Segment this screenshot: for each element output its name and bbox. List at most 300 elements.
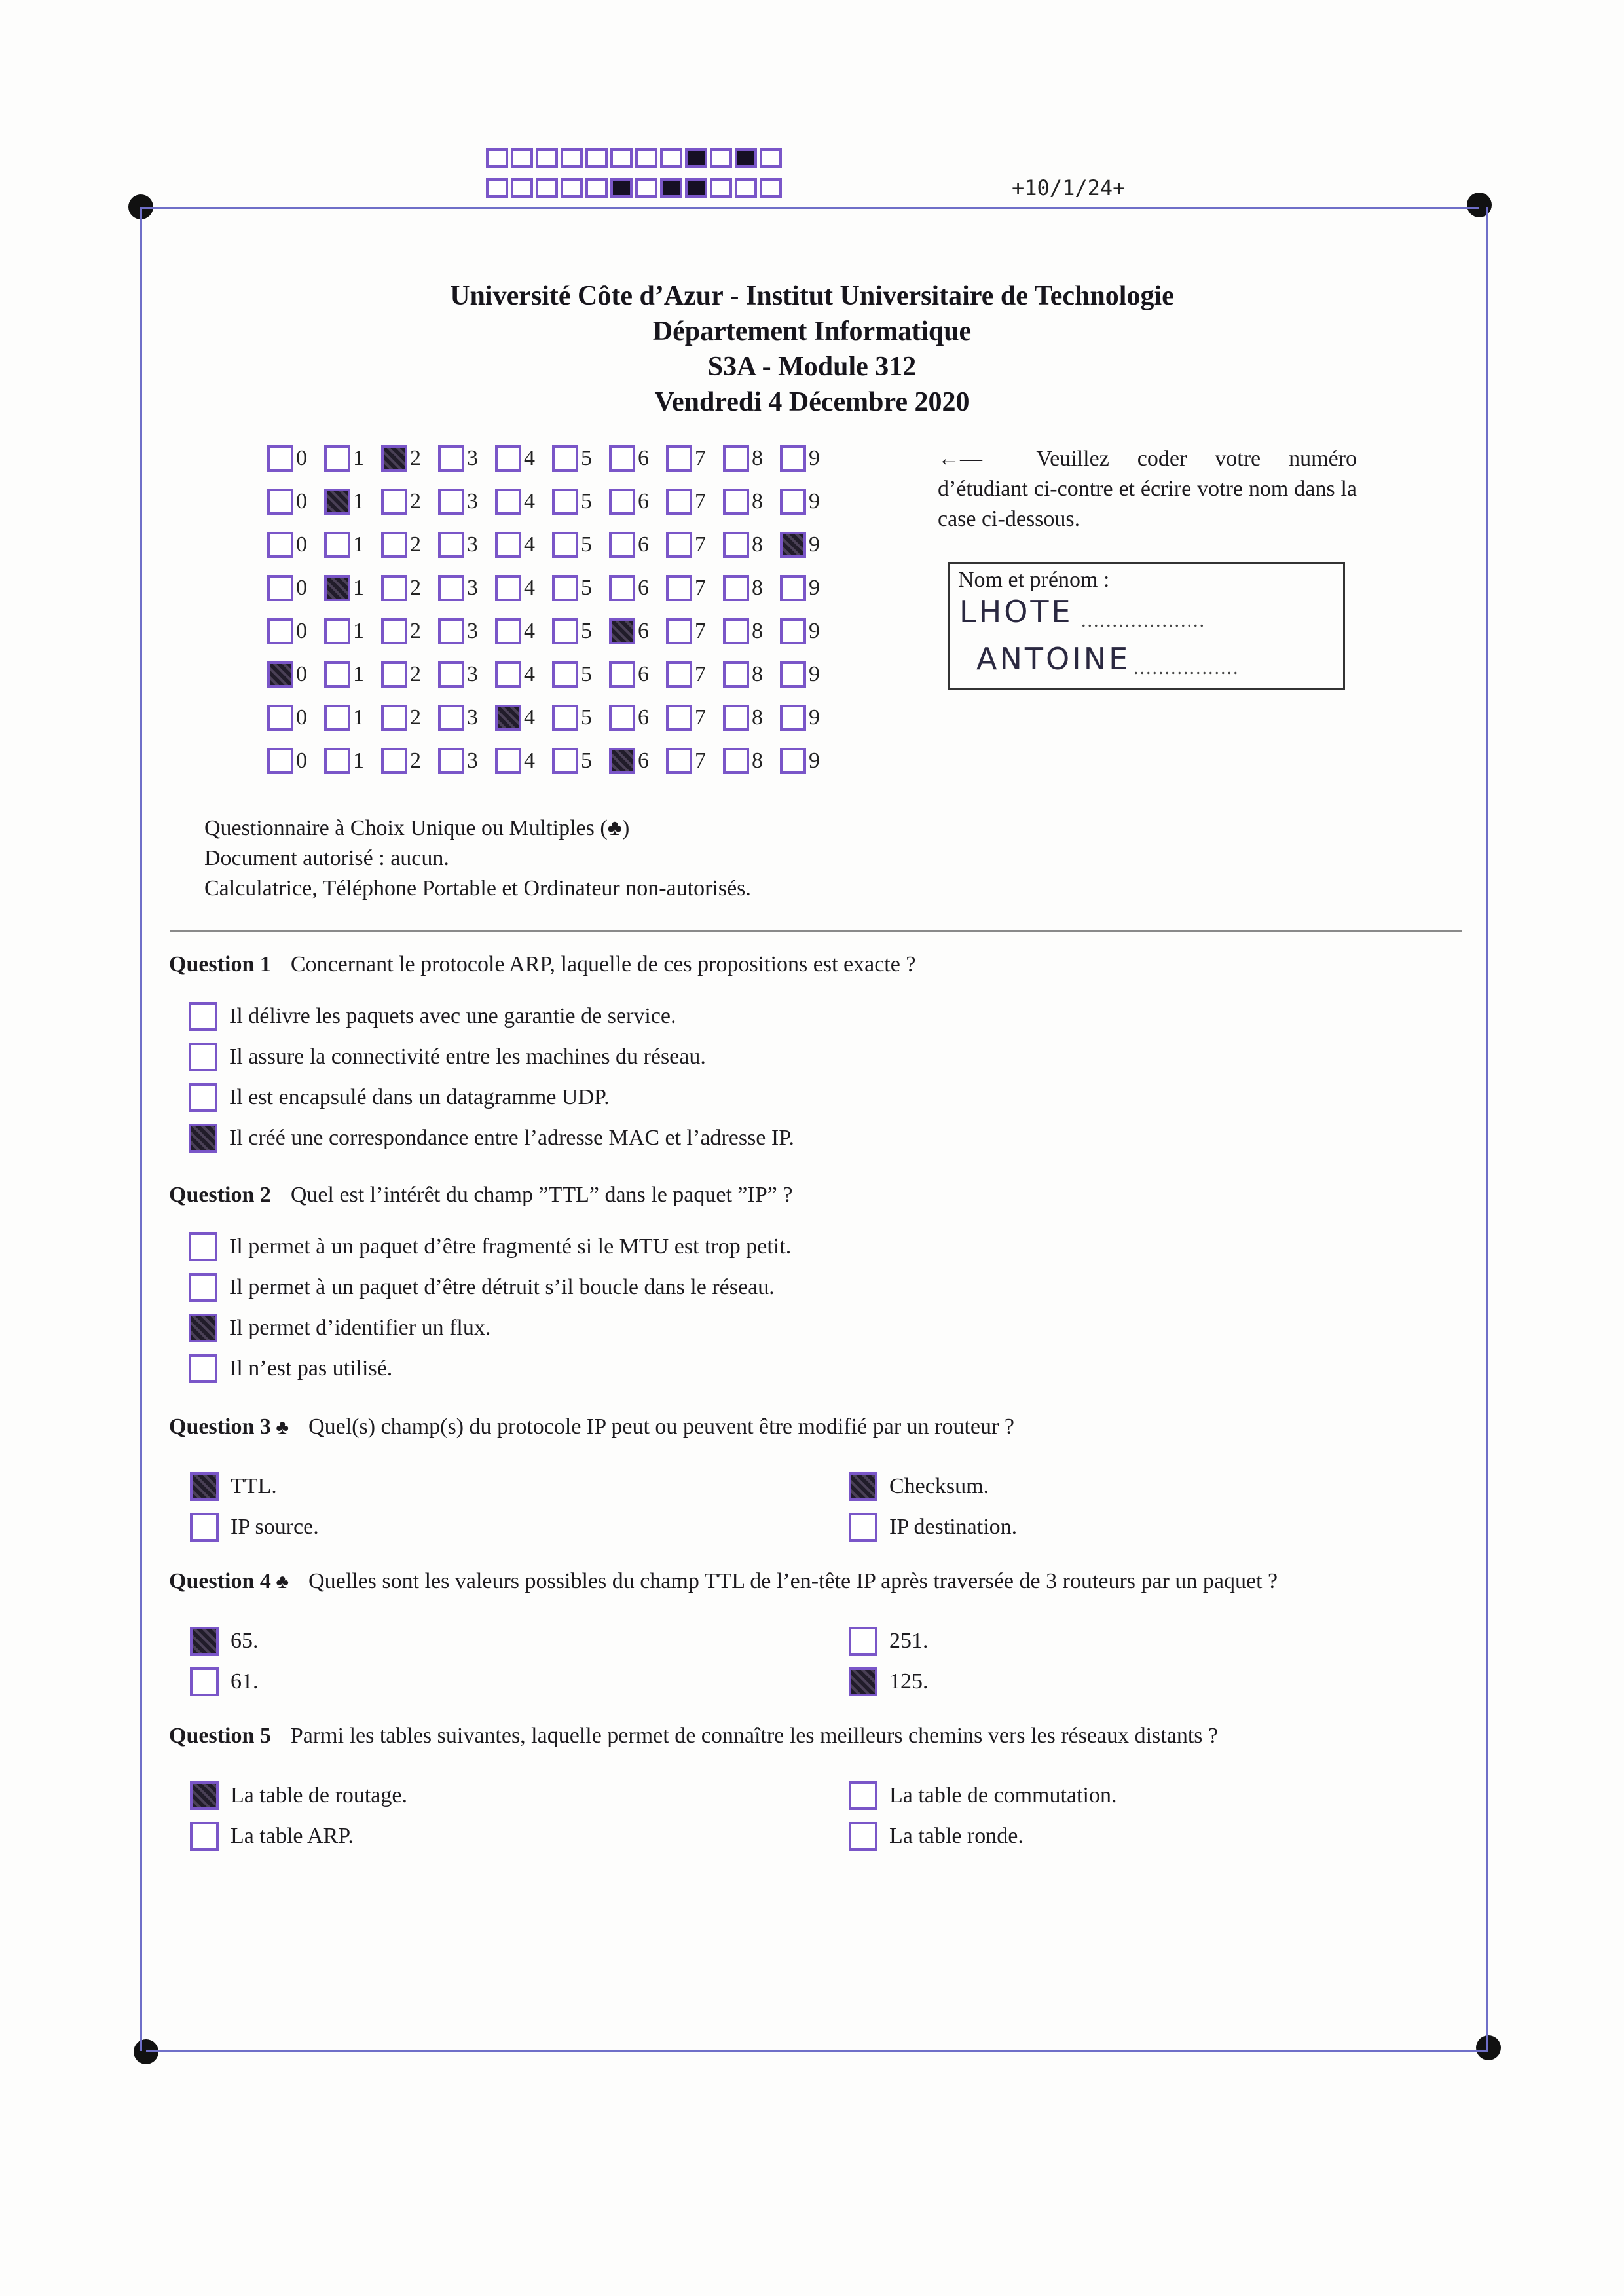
answer-text: Checksum. bbox=[889, 1474, 989, 1498]
digit-checkbox[interactable] bbox=[723, 445, 749, 472]
digit-checkbox[interactable] bbox=[552, 618, 578, 644]
binary-code-cell bbox=[660, 178, 682, 198]
digit-label: 5 bbox=[581, 619, 592, 643]
digit-option[interactable] bbox=[552, 489, 609, 515]
digit-label: 3 bbox=[467, 749, 478, 773]
answer-checkbox[interactable] bbox=[190, 1781, 219, 1810]
digit-option[interactable] bbox=[438, 661, 495, 688]
digit-option[interactable] bbox=[324, 661, 381, 688]
digit-label: 8 bbox=[752, 576, 763, 600]
digit-option[interactable] bbox=[267, 575, 324, 601]
digit-checkbox[interactable] bbox=[666, 748, 692, 774]
digit-option[interactable] bbox=[438, 748, 495, 774]
digit-label: 4 bbox=[524, 532, 535, 557]
answer-checkbox[interactable] bbox=[849, 1667, 877, 1696]
answer-option[interactable] bbox=[189, 1354, 392, 1383]
digit-option[interactable] bbox=[723, 618, 780, 644]
digit-checkbox[interactable] bbox=[552, 661, 578, 688]
answer-checkbox[interactable] bbox=[190, 1822, 219, 1851]
frame-left bbox=[140, 207, 142, 2051]
digit-checkbox[interactable] bbox=[324, 661, 350, 688]
digit-label: 1 bbox=[353, 489, 364, 513]
answer-option[interactable] bbox=[189, 1002, 676, 1031]
digit-option[interactable] bbox=[552, 705, 609, 731]
digit-checkbox[interactable] bbox=[666, 618, 692, 644]
digit-label: 5 bbox=[581, 576, 592, 600]
digit-option[interactable] bbox=[267, 618, 324, 644]
digit-option[interactable] bbox=[495, 618, 552, 644]
binary-code-cell bbox=[585, 148, 608, 168]
answer-checkbox[interactable] bbox=[190, 1513, 219, 1542]
digit-option[interactable] bbox=[552, 575, 609, 601]
answer-text: 125. bbox=[889, 1669, 929, 1694]
answer-option[interactable] bbox=[190, 1822, 354, 1851]
digit-checkbox[interactable] bbox=[723, 705, 749, 731]
answer-option[interactable] bbox=[189, 1083, 610, 1112]
arrow-left-icon: ←— bbox=[938, 447, 982, 471]
answer-text: 251. bbox=[889, 1629, 929, 1653]
digit-option[interactable] bbox=[495, 532, 552, 558]
answer-checkbox[interactable] bbox=[190, 1627, 219, 1656]
digit-checkbox[interactable] bbox=[780, 445, 806, 472]
digit-option[interactable] bbox=[495, 705, 552, 731]
digit-option[interactable] bbox=[324, 575, 381, 601]
digit-checkbox[interactable] bbox=[780, 748, 806, 774]
digit-option[interactable] bbox=[438, 618, 495, 644]
digit-option[interactable] bbox=[666, 661, 723, 688]
digit-checkbox[interactable] bbox=[438, 618, 464, 644]
answer-checkbox[interactable] bbox=[849, 1627, 877, 1656]
question-label: Question 3 ♣ bbox=[169, 1415, 289, 1439]
digit-checkbox[interactable] bbox=[552, 445, 578, 472]
binary-code-cell bbox=[511, 178, 533, 198]
digit-option[interactable] bbox=[609, 705, 666, 731]
digit-option[interactable] bbox=[723, 575, 780, 601]
digit-option[interactable] bbox=[324, 705, 381, 731]
digit-checkbox[interactable] bbox=[723, 575, 749, 601]
digit-checkbox[interactable] bbox=[666, 445, 692, 472]
answer-checkbox[interactable] bbox=[849, 1822, 877, 1851]
answer-text: TTL. bbox=[231, 1474, 277, 1498]
binary-code-cell bbox=[561, 148, 583, 168]
digit-label: 8 bbox=[752, 662, 763, 686]
digit-label: 1 bbox=[353, 619, 364, 643]
digit-checkbox[interactable] bbox=[438, 532, 464, 558]
digit-option[interactable] bbox=[267, 489, 324, 515]
digit-checkbox[interactable] bbox=[438, 705, 464, 731]
digit-label: 9 bbox=[809, 446, 820, 470]
digit-option[interactable] bbox=[609, 748, 666, 774]
binary-code-cell bbox=[635, 178, 657, 198]
digit-option[interactable] bbox=[267, 748, 324, 774]
question-text: Concernant le protocole ARP, laquelle de ces propositions est exacte ? bbox=[290, 952, 916, 976]
digit-option[interactable] bbox=[666, 489, 723, 515]
digit-checkbox[interactable] bbox=[609, 705, 635, 731]
digit-label: 2 bbox=[410, 489, 421, 513]
digit-option[interactable] bbox=[438, 532, 495, 558]
digit-label: 1 bbox=[353, 749, 364, 773]
digit-option[interactable] bbox=[666, 618, 723, 644]
digit-option[interactable] bbox=[381, 705, 438, 731]
digit-option[interactable] bbox=[780, 445, 837, 472]
digit-label: 3 bbox=[467, 619, 478, 643]
digit-option[interactable] bbox=[495, 445, 552, 472]
digit-option[interactable] bbox=[381, 489, 438, 515]
student-number-row bbox=[267, 748, 837, 774]
digit-checkbox[interactable] bbox=[267, 748, 293, 774]
digit-option[interactable] bbox=[324, 445, 381, 472]
digit-option[interactable] bbox=[438, 705, 495, 731]
answer-checkbox[interactable] bbox=[190, 1667, 219, 1696]
digit-checkbox[interactable] bbox=[780, 575, 806, 601]
binary-code-cell bbox=[536, 178, 558, 198]
answer-checkbox[interactable] bbox=[189, 1354, 217, 1383]
digit-option[interactable] bbox=[609, 575, 666, 601]
answer-option[interactable] bbox=[849, 1781, 1116, 1810]
digit-checkbox[interactable] bbox=[495, 661, 521, 688]
question-text: Quel(s) champ(s) du protocole IP peut ou peuvent être modifié par un routeur ? bbox=[308, 1415, 1014, 1439]
answer-text: La table de routage. bbox=[231, 1783, 407, 1807]
digit-label: 9 bbox=[809, 662, 820, 686]
digit-checkbox[interactable] bbox=[552, 489, 578, 515]
digit-checkbox[interactable] bbox=[609, 489, 635, 515]
digit-checkbox[interactable] bbox=[495, 575, 521, 601]
answer-text: 65. bbox=[231, 1629, 259, 1653]
answer-text: Il délivre les paquets avec une garantie de service. bbox=[229, 1004, 676, 1028]
answer-text: La table ARP. bbox=[231, 1824, 354, 1848]
answer-option[interactable] bbox=[190, 1513, 319, 1542]
digit-option[interactable] bbox=[267, 705, 324, 731]
digit-checkbox[interactable] bbox=[495, 748, 521, 774]
digit-label: 2 bbox=[410, 576, 421, 600]
digit-label: 8 bbox=[752, 532, 763, 557]
digit-checkbox[interactable] bbox=[666, 489, 692, 515]
digit-label: 9 bbox=[809, 489, 820, 513]
digit-checkbox[interactable] bbox=[381, 489, 407, 515]
exam-info-line-3: Calculatrice, Téléphone Portable et Ordinateur non-autorisés. bbox=[204, 876, 751, 900]
digit-option[interactable] bbox=[381, 532, 438, 558]
exam-info-line-2: Document autorisé : aucun. bbox=[204, 846, 449, 870]
digit-checkbox[interactable] bbox=[666, 661, 692, 688]
answer-option[interactable] bbox=[190, 1472, 277, 1501]
digit-option[interactable] bbox=[381, 575, 438, 601]
answer-option[interactable] bbox=[189, 1232, 791, 1261]
digit-option[interactable] bbox=[609, 661, 666, 688]
digit-option[interactable] bbox=[324, 748, 381, 774]
digit-checkbox[interactable] bbox=[552, 705, 578, 731]
digit-option[interactable] bbox=[723, 748, 780, 774]
digit-checkbox[interactable] bbox=[609, 575, 635, 601]
binary-code-cell bbox=[685, 148, 707, 168]
digit-checkbox[interactable] bbox=[438, 748, 464, 774]
digit-checkbox[interactable] bbox=[666, 705, 692, 731]
question-header bbox=[169, 1415, 1014, 1439]
digit-option[interactable] bbox=[780, 661, 837, 688]
digit-label: 9 bbox=[809, 619, 820, 643]
digit-checkbox[interactable] bbox=[324, 532, 350, 558]
answer-option[interactable] bbox=[190, 1667, 259, 1696]
university-title: Université Côte d’Azur - Institut Universitaire de Technologie bbox=[450, 281, 1174, 311]
digit-label: 7 bbox=[695, 532, 706, 557]
digit-option[interactable] bbox=[324, 532, 381, 558]
digit-option[interactable] bbox=[780, 532, 837, 558]
digit-checkbox[interactable] bbox=[267, 661, 293, 688]
digit-checkbox[interactable] bbox=[267, 445, 293, 472]
digit-checkbox[interactable] bbox=[666, 575, 692, 601]
digit-label: 6 bbox=[638, 576, 649, 600]
student-number-row bbox=[267, 489, 837, 515]
digit-option[interactable] bbox=[609, 445, 666, 472]
binary-code-cell bbox=[511, 148, 533, 168]
digit-checkbox[interactable] bbox=[381, 748, 407, 774]
digit-label: 5 bbox=[581, 446, 592, 470]
digit-label: 9 bbox=[809, 532, 820, 557]
answer-option[interactable] bbox=[849, 1822, 1024, 1851]
digit-checkbox[interactable] bbox=[723, 532, 749, 558]
digit-label: 9 bbox=[809, 749, 820, 773]
digit-label: 8 bbox=[752, 446, 763, 470]
question-label: Question 2 bbox=[169, 1183, 271, 1207]
binary-code-cell bbox=[760, 178, 782, 198]
digit-checkbox[interactable] bbox=[381, 618, 407, 644]
digit-label: 2 bbox=[410, 705, 421, 730]
digit-label: 1 bbox=[353, 446, 364, 470]
digit-option[interactable] bbox=[723, 445, 780, 472]
digit-label: 0 bbox=[296, 446, 307, 470]
digit-checkbox[interactable] bbox=[438, 489, 464, 515]
digit-checkbox[interactable] bbox=[723, 489, 749, 515]
digit-option[interactable] bbox=[609, 489, 666, 515]
digit-option[interactable] bbox=[381, 661, 438, 688]
frame-right bbox=[1486, 207, 1488, 2051]
answer-checkbox[interactable] bbox=[849, 1781, 877, 1810]
answer-checkbox[interactable] bbox=[189, 1232, 217, 1261]
digit-option[interactable] bbox=[552, 532, 609, 558]
digit-checkbox[interactable] bbox=[495, 445, 521, 472]
answer-option[interactable] bbox=[190, 1781, 407, 1810]
exam-info-line-1: Questionnaire à Choix Unique ou Multiples (♣) bbox=[204, 816, 630, 840]
digit-checkbox[interactable] bbox=[780, 532, 806, 558]
digit-checkbox[interactable] bbox=[381, 705, 407, 731]
digit-option[interactable] bbox=[267, 661, 324, 688]
answer-option[interactable] bbox=[189, 1124, 794, 1153]
question-header bbox=[169, 1569, 1278, 1594]
digit-checkbox[interactable] bbox=[324, 445, 350, 472]
binary-code-cell bbox=[536, 148, 558, 168]
digit-label: 0 bbox=[296, 576, 307, 600]
instructions-text: Veuillez coder votre numéro d’étudiant ci-contre et écrire votre nom dans la case ci-dessous. bbox=[938, 447, 1357, 531]
digit-option[interactable] bbox=[552, 445, 609, 472]
digit-label: 2 bbox=[410, 446, 421, 470]
digit-option[interactable] bbox=[495, 748, 552, 774]
digit-option[interactable] bbox=[438, 445, 495, 472]
digit-checkbox[interactable] bbox=[609, 532, 635, 558]
digit-checkbox[interactable] bbox=[324, 748, 350, 774]
digit-checkbox[interactable] bbox=[495, 489, 521, 515]
answer-option[interactable] bbox=[849, 1627, 929, 1656]
digit-option[interactable] bbox=[381, 748, 438, 774]
answer-option[interactable] bbox=[190, 1627, 259, 1656]
answer-option[interactable] bbox=[189, 1314, 490, 1342]
digit-label: 1 bbox=[353, 705, 364, 730]
binary-code-cell bbox=[735, 178, 757, 198]
name-box[interactable] bbox=[948, 562, 1345, 690]
digit-checkbox[interactable] bbox=[495, 532, 521, 558]
digit-label: 8 bbox=[752, 705, 763, 730]
digit-checkbox[interactable] bbox=[723, 748, 749, 774]
digit-option[interactable] bbox=[267, 532, 324, 558]
digit-label: 5 bbox=[581, 489, 592, 513]
digit-option[interactable] bbox=[666, 748, 723, 774]
answer-text: Il permet d’identifier un flux. bbox=[229, 1316, 491, 1340]
digit-label: 4 bbox=[524, 619, 535, 643]
answer-checkbox[interactable] bbox=[849, 1513, 877, 1542]
club-icon: ♣ bbox=[270, 1571, 289, 1593]
binary-code-cell bbox=[585, 178, 608, 198]
digit-option[interactable] bbox=[609, 618, 666, 644]
digit-checkbox[interactable] bbox=[609, 618, 635, 644]
digit-label: 5 bbox=[581, 749, 592, 773]
digit-option[interactable] bbox=[552, 748, 609, 774]
digit-checkbox[interactable] bbox=[267, 532, 293, 558]
digit-label: 6 bbox=[638, 532, 649, 557]
digit-option[interactable] bbox=[381, 618, 438, 644]
digit-checkbox[interactable] bbox=[381, 661, 407, 688]
digit-checkbox[interactable] bbox=[267, 705, 293, 731]
digit-checkbox[interactable] bbox=[324, 489, 350, 515]
answer-option[interactable] bbox=[849, 1667, 929, 1696]
answer-checkbox[interactable] bbox=[189, 1124, 217, 1153]
digit-option[interactable] bbox=[780, 489, 837, 515]
digit-option[interactable] bbox=[438, 489, 495, 515]
answer-text: 61. bbox=[231, 1669, 259, 1694]
answer-checkbox[interactable] bbox=[189, 1314, 217, 1342]
digit-checkbox[interactable] bbox=[324, 618, 350, 644]
digit-label: 7 bbox=[695, 619, 706, 643]
digit-label: 6 bbox=[638, 749, 649, 773]
digit-option[interactable] bbox=[666, 705, 723, 731]
digit-checkbox[interactable] bbox=[495, 618, 521, 644]
digit-label: 0 bbox=[296, 489, 307, 513]
digit-checkbox[interactable] bbox=[438, 445, 464, 472]
digit-checkbox[interactable] bbox=[438, 575, 464, 601]
answer-checkbox[interactable] bbox=[189, 1002, 217, 1031]
digit-checkbox[interactable] bbox=[495, 705, 521, 731]
digit-option[interactable] bbox=[609, 532, 666, 558]
digit-option[interactable] bbox=[723, 532, 780, 558]
digit-checkbox[interactable] bbox=[780, 618, 806, 644]
digit-label: 6 bbox=[638, 662, 649, 686]
digit-option[interactable] bbox=[780, 705, 837, 731]
student-number-row bbox=[267, 445, 837, 472]
digit-option[interactable] bbox=[780, 618, 837, 644]
answer-checkbox[interactable] bbox=[189, 1043, 217, 1071]
answer-option[interactable] bbox=[189, 1043, 706, 1071]
answer-text: Il permet à un paquet d’être fragmenté si le MTU est trop petit. bbox=[229, 1234, 792, 1259]
digit-option[interactable] bbox=[780, 748, 837, 774]
digit-checkbox[interactable] bbox=[552, 748, 578, 774]
digit-option[interactable] bbox=[723, 489, 780, 515]
digit-checkbox[interactable] bbox=[324, 705, 350, 731]
digit-checkbox[interactable] bbox=[381, 575, 407, 601]
digit-option[interactable] bbox=[495, 575, 552, 601]
digit-option[interactable] bbox=[666, 445, 723, 472]
digit-option[interactable] bbox=[324, 489, 381, 515]
digit-checkbox[interactable] bbox=[381, 445, 407, 472]
answer-checkbox[interactable] bbox=[189, 1083, 217, 1112]
digit-checkbox[interactable] bbox=[324, 575, 350, 601]
digit-option[interactable] bbox=[438, 575, 495, 601]
digit-checkbox[interactable] bbox=[267, 489, 293, 515]
answer-checkbox[interactable] bbox=[849, 1472, 877, 1501]
digit-checkbox[interactable] bbox=[723, 618, 749, 644]
answer-checkbox[interactable] bbox=[189, 1273, 217, 1302]
digit-option[interactable] bbox=[381, 445, 438, 472]
digit-option[interactable] bbox=[552, 618, 609, 644]
question-text: Parmi les tables suivantes, laquelle permet de connaître les meilleurs chemins vers les réseaux distants ? bbox=[290, 1724, 1219, 1748]
digit-checkbox[interactable] bbox=[723, 661, 749, 688]
digit-checkbox[interactable] bbox=[552, 532, 578, 558]
digit-checkbox[interactable] bbox=[381, 532, 407, 558]
module-title: S3A - Module 312 bbox=[707, 352, 917, 382]
digit-option[interactable] bbox=[666, 532, 723, 558]
frame-bottom bbox=[146, 2050, 1488, 2052]
digit-option[interactable] bbox=[723, 661, 780, 688]
digit-label: 2 bbox=[410, 662, 421, 686]
answer-option[interactable] bbox=[849, 1472, 989, 1501]
digit-checkbox[interactable] bbox=[666, 532, 692, 558]
question-label: Question 4 ♣ bbox=[169, 1569, 289, 1593]
binary-code-cell bbox=[710, 148, 732, 168]
digit-checkbox[interactable] bbox=[780, 705, 806, 731]
digit-option[interactable] bbox=[324, 618, 381, 644]
binary-code-cell bbox=[635, 148, 657, 168]
digit-checkbox[interactable] bbox=[438, 661, 464, 688]
digit-label: 4 bbox=[524, 705, 535, 730]
answer-option[interactable] bbox=[849, 1513, 1017, 1542]
digit-checkbox[interactable] bbox=[267, 575, 293, 601]
student-number-row bbox=[267, 575, 837, 601]
digit-option[interactable] bbox=[666, 575, 723, 601]
digit-option[interactable] bbox=[552, 661, 609, 688]
digit-label: 4 bbox=[524, 489, 535, 513]
digit-checkbox[interactable] bbox=[609, 748, 635, 774]
digit-option[interactable] bbox=[495, 661, 552, 688]
answer-option[interactable] bbox=[189, 1273, 775, 1302]
digit-label: 0 bbox=[296, 619, 307, 643]
digit-label: 2 bbox=[410, 532, 421, 557]
digit-option[interactable] bbox=[495, 489, 552, 515]
binary-code-cell bbox=[486, 148, 508, 168]
answer-checkbox[interactable] bbox=[190, 1472, 219, 1501]
digit-option[interactable] bbox=[723, 705, 780, 731]
student-number-row bbox=[267, 618, 837, 644]
handwritten-firstname: ANTOINE bbox=[976, 641, 1131, 676]
answer-text: Il n’est pas utilisé. bbox=[229, 1356, 393, 1380]
digit-label: 7 bbox=[695, 662, 706, 686]
digit-checkbox[interactable] bbox=[609, 445, 635, 472]
digit-label: 9 bbox=[809, 705, 820, 730]
digit-label: 6 bbox=[638, 446, 649, 470]
digit-option[interactable] bbox=[780, 575, 837, 601]
digit-checkbox[interactable] bbox=[609, 661, 635, 688]
digit-checkbox[interactable] bbox=[780, 489, 806, 515]
digit-checkbox[interactable] bbox=[267, 618, 293, 644]
digit-option[interactable] bbox=[267, 445, 324, 472]
binary-code-row-2 bbox=[486, 178, 784, 198]
digit-checkbox[interactable] bbox=[552, 575, 578, 601]
digit-checkbox[interactable] bbox=[780, 661, 806, 688]
